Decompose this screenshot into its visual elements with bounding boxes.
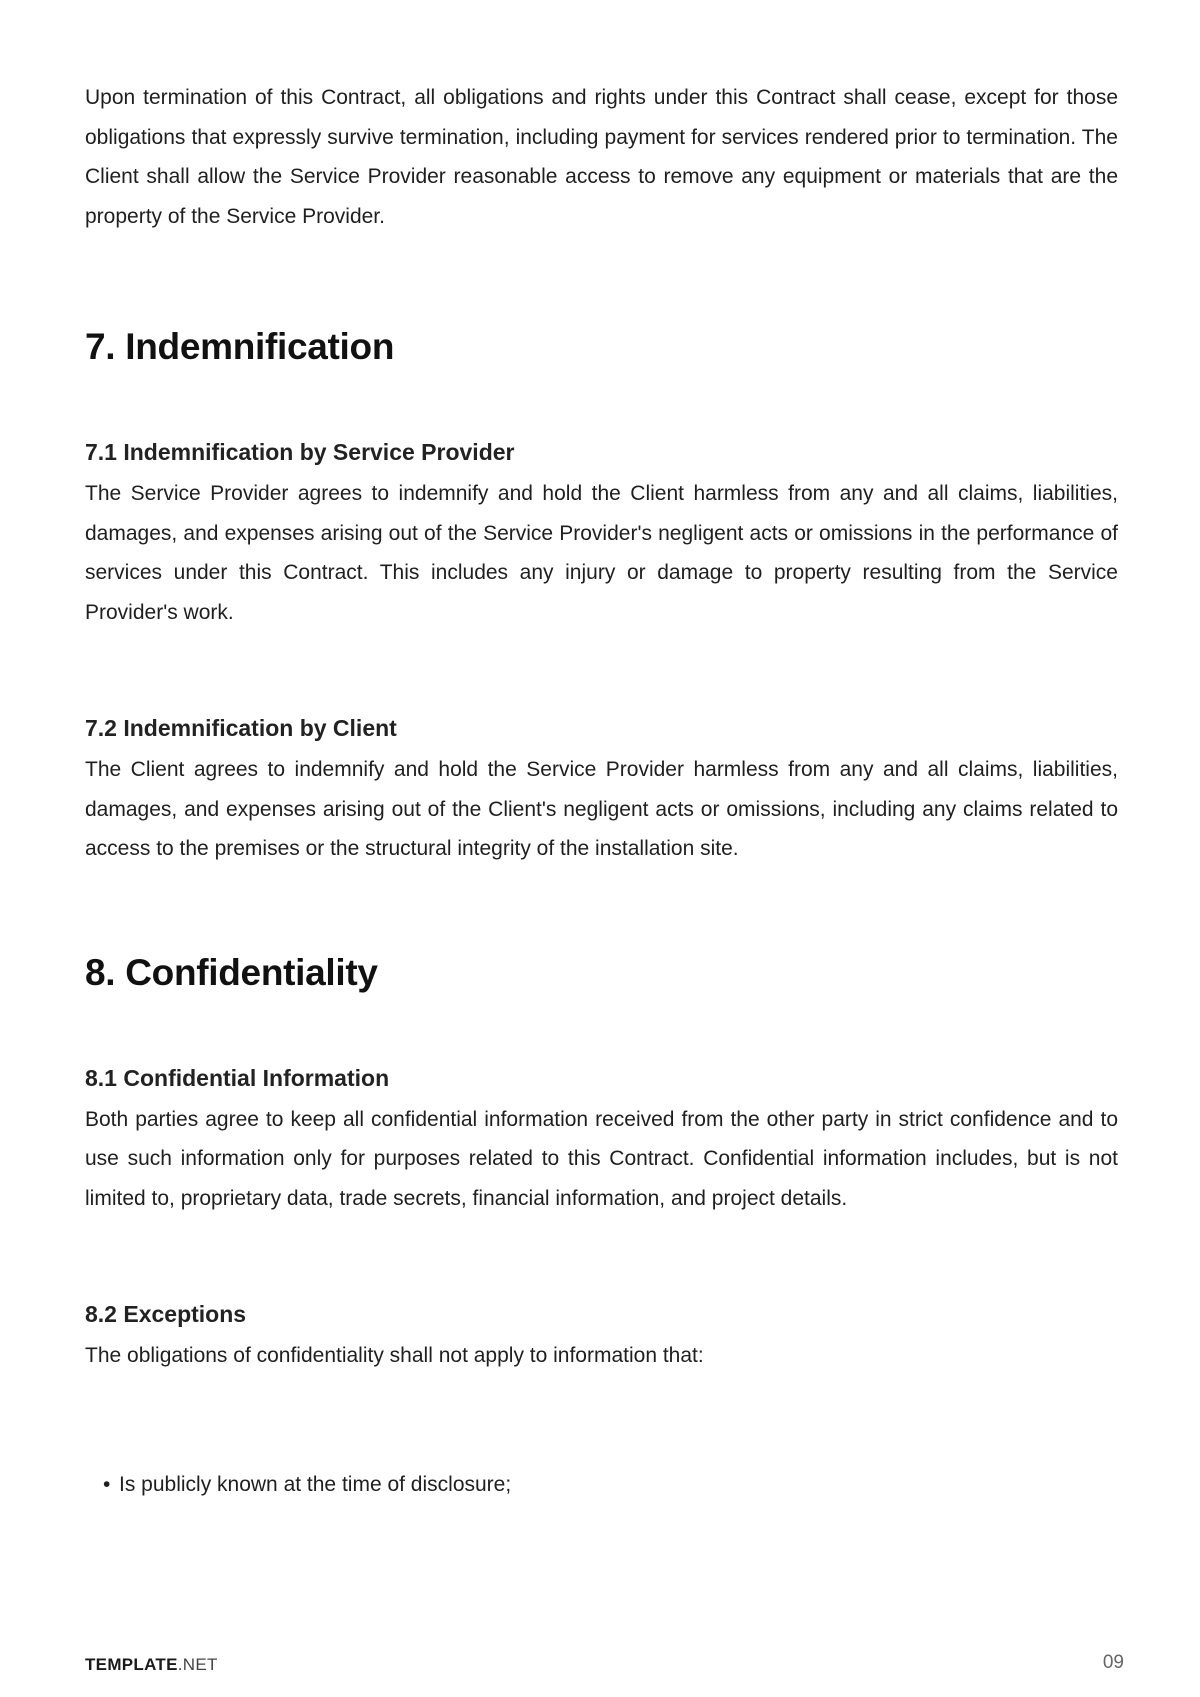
document-page (85, 78, 1118, 1504)
subsection-title-indemnification-by-service-provider: 7.1 Indemnification by Service Provider (85, 439, 515, 465)
bullet-icon: • (103, 1472, 111, 1496)
section-title-confidentiality: 8. Confidentiality (85, 951, 378, 993)
subsection-title-indemnification-by-client: 7.2 Indemnification by Client (85, 715, 397, 741)
section-title-indemnification: 7. Indemnification (85, 326, 395, 367)
footer-brand-logo (85, 1655, 218, 1675)
paragraph-indemnification-by-service-provider: The Service Provider agrees to indemnify and hold the Client harmless from any and all claims, liabilities, damages, and expenses arising out of the Service Provider's negligent acts or omissions in the performance of services under this Contract. This includes any injury or damage to property resulting from the Service Provider's work. (85, 482, 1118, 624)
list-item-text: Is publicly known at the time of disclosure; (119, 1472, 512, 1496)
paragraph-indemnification-by-client: The Client agrees to indemnify and hold the Service Provider harmless from any and all claims, liabilities, damages, and expenses arising out of the Client's negligent acts or omissions, including any claims related to access to the premises or the structural integrity of the installation site. (85, 758, 1118, 860)
subsection-title-exceptions: 8.2 Exceptions (85, 1301, 247, 1327)
paragraph-confidential-information: Both parties agree to keep all confidential information received from the other party in strict confidence and to use such information only for purposes related to this Contract. Confidential information includes, but is not limited to, proprietary data, trade secrets, financial information, and project details. (85, 1107, 1118, 1210)
page-number: 09 (1102, 1652, 1124, 1673)
intro-paragraph: Upon termination of this Contract, all obligations and rights under this Contract shall cease, except for those obligations that expressly survive termination, including payment for services rendered prior to termination. The Client shall allow the Service Provider reasonable access to remove any equipment or materials that are the property of the Service Provider. (85, 86, 1118, 228)
brand-name: TEMPLATE (85, 1655, 178, 1674)
subsection-title-confidential-information: 8.1 Confidential Information (85, 1064, 390, 1091)
paragraph-exceptions: The obligations of confidentiality shall not apply to information that: (85, 1344, 704, 1367)
list-item (85, 1465, 1118, 1505)
exceptions-list (85, 1465, 1118, 1505)
brand-suffix: .NET (177, 1655, 218, 1674)
